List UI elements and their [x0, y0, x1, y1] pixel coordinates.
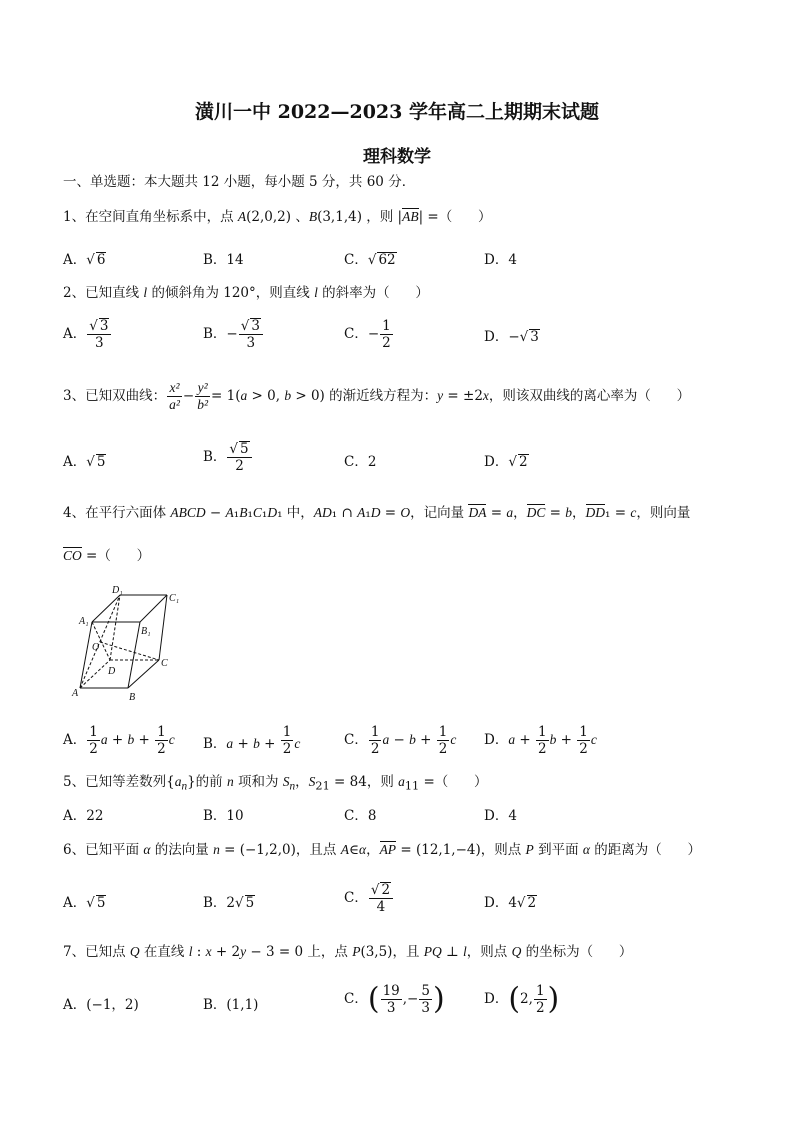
option-7a[interactable]: A．(−1，2)	[63, 997, 139, 1013]
question-5: 5、已知等差数列$\{a_n\}$的前 n 项和为 $S_n$，$S_{21} = 84$，则 $a_{11}$ =（ ）	[63, 774, 488, 793]
option-1d[interactable]: D．4	[484, 252, 517, 268]
option-3a[interactable]: A．√ 5	[63, 454, 106, 470]
option-6c[interactable]: C． $\frac{√ 2}{4}$	[344, 882, 394, 915]
section-heading: 一、单选题：本大题共 12 小题，每小题 5 分，共 60 分．	[63, 174, 416, 190]
option-2a[interactable]: A． $\frac{√ 3}{3}$	[63, 318, 112, 351]
question-2: 2、已知直线 l 的倾斜角为 120°，则直线 l 的斜率为（ ）	[63, 285, 429, 301]
label-A: A	[72, 688, 79, 699]
option-2c[interactable]: C．− $\frac{1}{2}$	[344, 318, 391, 351]
option-1c[interactable]: C．√ 62	[344, 252, 396, 268]
option-6d[interactable]: D．4√ 2	[484, 895, 537, 911]
label-C: C	[161, 658, 168, 669]
option-3c[interactable]: C．2	[344, 454, 377, 470]
question-number: 1、	[63, 209, 86, 225]
option-4b[interactable]: B．a + b + $\frac{1}{2}$ c	[203, 724, 301, 757]
option-6b[interactable]: B．2√ 5	[203, 895, 255, 911]
option-3b[interactable]: B． $\frac{√ 5}{2}$	[203, 441, 253, 474]
question-7: 7、已知点 Q 在直线 l : x + 2y − 3 = 0 上，点 P(3,5)，且 PQ ⊥ l，则点 Q 的坐标为（ ）	[63, 944, 633, 960]
option-4d[interactable]: D．a + $\frac{1}{2}$ b + $\frac{1}{2}$ c	[484, 724, 597, 757]
parallelepiped-figure	[68, 582, 194, 702]
option-2d[interactable]: D．−√ 3	[484, 329, 539, 345]
option-5d[interactable]: D．4	[484, 808, 517, 824]
option-7c[interactable]: C．( $\frac{19}{3}$ ,− $\frac{5}{3}$ )	[344, 981, 445, 1017]
option-6a[interactable]: A．√ 5	[63, 895, 106, 911]
question-4: 4、在平行六面体 ABCD − A₁B₁C₁D₁ 中，AD₁ ∩ A₁D = O，记向量 DA = a，DC = b，DD₁ = c，则向量	[63, 505, 691, 521]
page-title: 潢川一中 2022—2023 学年高二上期期末试题	[195, 101, 599, 123]
option-1b[interactable]: B．14	[203, 252, 244, 268]
label-D1: D₁	[112, 585, 123, 596]
option-5a[interactable]: A．22	[63, 808, 104, 824]
option-7b[interactable]: B．(1,1)	[203, 997, 259, 1013]
label-O: O	[92, 642, 100, 653]
page-subtitle: 理科数学	[363, 147, 431, 167]
label-B1: B₁	[141, 626, 151, 637]
option-4a[interactable]: A． $\frac{1}{2}$ a + b + $\frac{1}{2}$ c	[63, 724, 175, 757]
question-6: 6、已知平面 α 的法向量 n = (−1,2,0)，且点 A∈α，AP = (12,1,−4)，则点 P 到平面 α 的距离为（ ）	[63, 842, 702, 858]
option-7d[interactable]: D．(2, $\frac{1}{2}$ )	[484, 981, 560, 1017]
option-4c[interactable]: C． $\frac{1}{2}$ a − b + $\frac{1}{2}$ c	[344, 724, 457, 757]
question-3: 3、已知双曲线： $\frac{\text{x²}}{\text{a²}}$ − $\frac{\text{y²}}{\text{b²}}$ = 1(a > 0, b > 0) 的渐近线方程为：y = ±2x，则该双曲线的离心率为（ ）	[63, 380, 691, 412]
label-B: B	[129, 692, 136, 702]
label-D: D	[108, 666, 116, 677]
option-5b[interactable]: B．10	[203, 808, 244, 824]
option-5c[interactable]: C．8	[344, 808, 377, 824]
option-3d[interactable]: D．√ 2	[484, 454, 528, 470]
label-C1: C₁	[169, 593, 180, 604]
question-4-cont: CO =（ ）	[63, 548, 151, 564]
label-A1: A₁	[79, 616, 89, 627]
option-2b[interactable]: B．− $\frac{√ 3}{3}$	[203, 318, 264, 351]
option-1a[interactable]: A．√ 6	[63, 252, 106, 268]
question-1: 1、在空间直角坐标系中，点 A(2,0,2) 、B(3,1,4) ，则 |AB| =（ ）	[63, 209, 492, 225]
